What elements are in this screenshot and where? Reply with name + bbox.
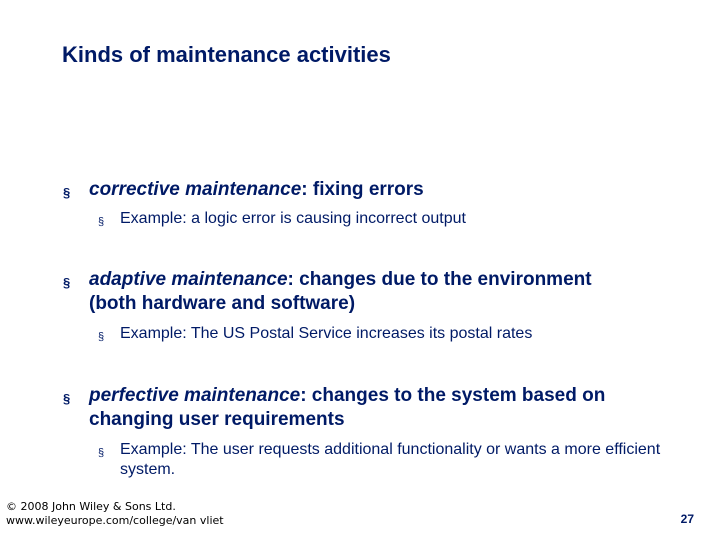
sub-bullet-marker: § (98, 216, 105, 228)
bullet-marker: § (63, 185, 71, 200)
bullet-marker: § (63, 275, 71, 290)
bullet-term: perfective maintenance (89, 385, 301, 406)
footer-credits (6, 500, 224, 528)
slide-title: Kinds of maintenance activities (62, 42, 391, 67)
sub-bullet-text: Example: a logic error is causing incorrect output (120, 210, 466, 227)
sub-bullet-text: Example: The user requests additional functionality or wants a more efficient system. (120, 441, 661, 478)
bullet-term: adaptive maintenance (89, 269, 288, 290)
sub-bullet-perfective-example (98, 440, 668, 480)
bullet-text: : fixing errors (301, 179, 424, 200)
bullet-text: : changes due to the environment (both hardware and software) (89, 269, 592, 314)
footer-url: www.wileyeurope.com/college/van vliet (6, 514, 224, 527)
sub-bullet-text: Example: The US Postal Service increases its postal rates (120, 325, 533, 342)
sub-bullet-adaptive-example (98, 324, 678, 344)
bullet-adaptive (63, 268, 603, 316)
sub-bullet-marker: § (98, 447, 105, 459)
bullet-text: : changes to the system based on changing user requirements (89, 385, 606, 430)
bullet-marker: § (63, 391, 71, 406)
bullet-corrective (63, 178, 663, 202)
sub-bullet-corrective-example (98, 209, 678, 229)
bullet-term: corrective maintenance (89, 179, 302, 200)
sub-bullet-marker: § (98, 331, 105, 343)
page-number: 27 (680, 512, 694, 526)
footer-copyright: © 2008 John Wiley & Sons Ltd. (6, 500, 176, 513)
bullet-perfective (63, 384, 653, 432)
